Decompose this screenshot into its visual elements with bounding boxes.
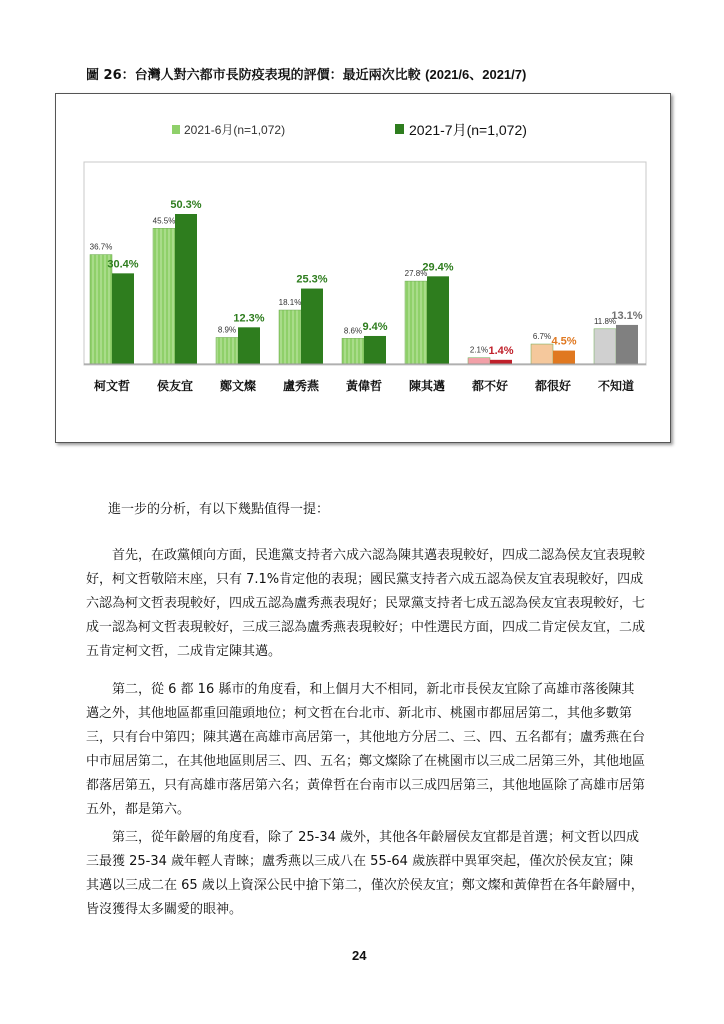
bar-july-6	[490, 360, 512, 364]
legend-swatch-july	[395, 124, 404, 134]
paragraph-3: 第三，從年齡層的角度看，除了 25-34 歲外，其他各年齡層侯友宜都是首選；柯文哲以四成三最獲 25-34 歲年輕人青睞；盧秀燕以三成八在 55-64 歲族群中異軍突起，僅次於侯友宜；陳其邁以三成二在 65 歲以上資深公民中搶下第二，僅次於侯友宜；鄭文燦和黃偉哲在各年齡層中，皆沒獲得太多關愛的眼神。	[86, 830, 644, 917]
data-label-june-7: 6.7%	[532, 332, 552, 342]
bar-june-0	[90, 255, 112, 364]
figure-title-label: 圖 26：台灣人對六都市長防疫表現的評價：最近兩次比較	[86, 68, 421, 83]
bar-july-8	[616, 325, 638, 364]
data-label-july-5: 29.4%	[422, 261, 454, 274]
category-label-4: 黃偉哲	[345, 379, 383, 393]
bar-june-6	[468, 358, 490, 364]
data-label-july-7: 4.5%	[551, 335, 577, 348]
data-label-july-4: 9.4%	[362, 320, 388, 333]
category-label-1: 侯友宜	[156, 379, 194, 393]
bar-june-1	[153, 228, 175, 364]
intro-text: 進一步的分析，有以下幾點值得一提：	[108, 502, 330, 517]
legend-label-june: 2021-6月(n=1,072)	[184, 123, 286, 137]
category-label-2: 鄭文燦	[219, 379, 257, 393]
data-label-june-5: 27.8%	[404, 269, 428, 279]
bar-july-0	[112, 273, 134, 364]
data-label-june-3: 18.1%	[278, 298, 302, 308]
category-label-6: 都不好	[471, 379, 509, 393]
chart-frame	[55, 93, 671, 443]
page-number: 24	[352, 948, 367, 963]
figure-title-period: (2021/6、2021/7)	[425, 67, 527, 82]
data-label-july-6: 1.4%	[488, 344, 514, 357]
bar-july-4	[364, 336, 386, 364]
bar-june-8	[594, 329, 616, 364]
data-label-july-0: 30.4%	[107, 258, 139, 271]
data-label-july-1: 50.3%	[170, 199, 202, 211]
category-label-0: 柯文哲	[93, 379, 131, 393]
data-label-june-4: 8.6%	[343, 326, 363, 336]
data-label-june-2: 8.9%	[217, 325, 237, 335]
data-label-july-8: 13.1%	[611, 309, 643, 322]
paragraph-1: 首先，在政黨傾向方面，民進黨支持者六成六認為陳其邁表現較好，四成二認為侯友宜表現較好，柯文哲敬陪末座，只有 7.1%肯定他的表現；國民黨支持者六成五認為侯友宜表現較好，四成六認為柯文哲表現較好，四成五認為盧秀燕表現好；民眾黨支持者七成五認為侯友宜表現較好，七成一認為柯文哲表現較好，三成三認為盧秀燕表現較好；中性選民方面，四成二肯定侯友宜，二成五肯定柯文哲，二成肯定陳其邁。	[86, 548, 646, 659]
data-label-june-6: 2.1%	[469, 345, 489, 355]
bar-june-2	[216, 337, 238, 364]
data-label-june-8: 11.8%	[593, 316, 617, 326]
category-label-3: 盧秀燕	[282, 379, 320, 393]
bar-july-1	[175, 214, 197, 364]
bar-july-7	[553, 351, 575, 364]
category-label-5: 陳其邁	[408, 379, 446, 393]
bar-july-3	[301, 289, 323, 364]
bar-july-2	[238, 327, 260, 364]
legend-label-july: 2021-7月(n=1,072)	[409, 122, 527, 138]
data-label-june-1: 45.5%	[152, 216, 176, 226]
data-label-july-3: 25.3%	[296, 273, 328, 286]
bar-july-5	[427, 276, 449, 364]
data-label-june-0: 36.7%	[89, 242, 113, 252]
bar-june-3	[279, 310, 301, 364]
bar-chart	[56, 94, 670, 442]
paragraph-2: 第二，從 6 都 16 縣市的角度看，和上個月大不相同，新北市長侯友宜除了高雄市落後陳其邁之外，其他地區都重回龍頭地位；柯文哲在台北市、新北市、桃園市都屈居第二，其他多數第三，只有台中第四；陳其邁在高雄市高居第一，其他地方分居二、三、四、五名都有；盧秀燕在台中市屈居第二，在其他地區則居三、四、五名；鄭文燦除了在桃園市以三成二居第三外，其他地區都落居第五，只有高雄市落居第六名；黃偉哲在台南市以三成四居第三，其他地區除了高雄市居第五外，都是第六。	[86, 682, 646, 817]
bar-june-4	[342, 338, 364, 364]
figure-title	[86, 64, 526, 83]
data-label-july-2: 12.3%	[233, 312, 265, 325]
bar-june-7	[531, 344, 553, 364]
category-label-8: 不知道	[597, 379, 635, 393]
category-label-7: 都很好	[534, 379, 572, 393]
bar-june-5	[405, 281, 427, 364]
legend-swatch-june	[172, 125, 180, 134]
